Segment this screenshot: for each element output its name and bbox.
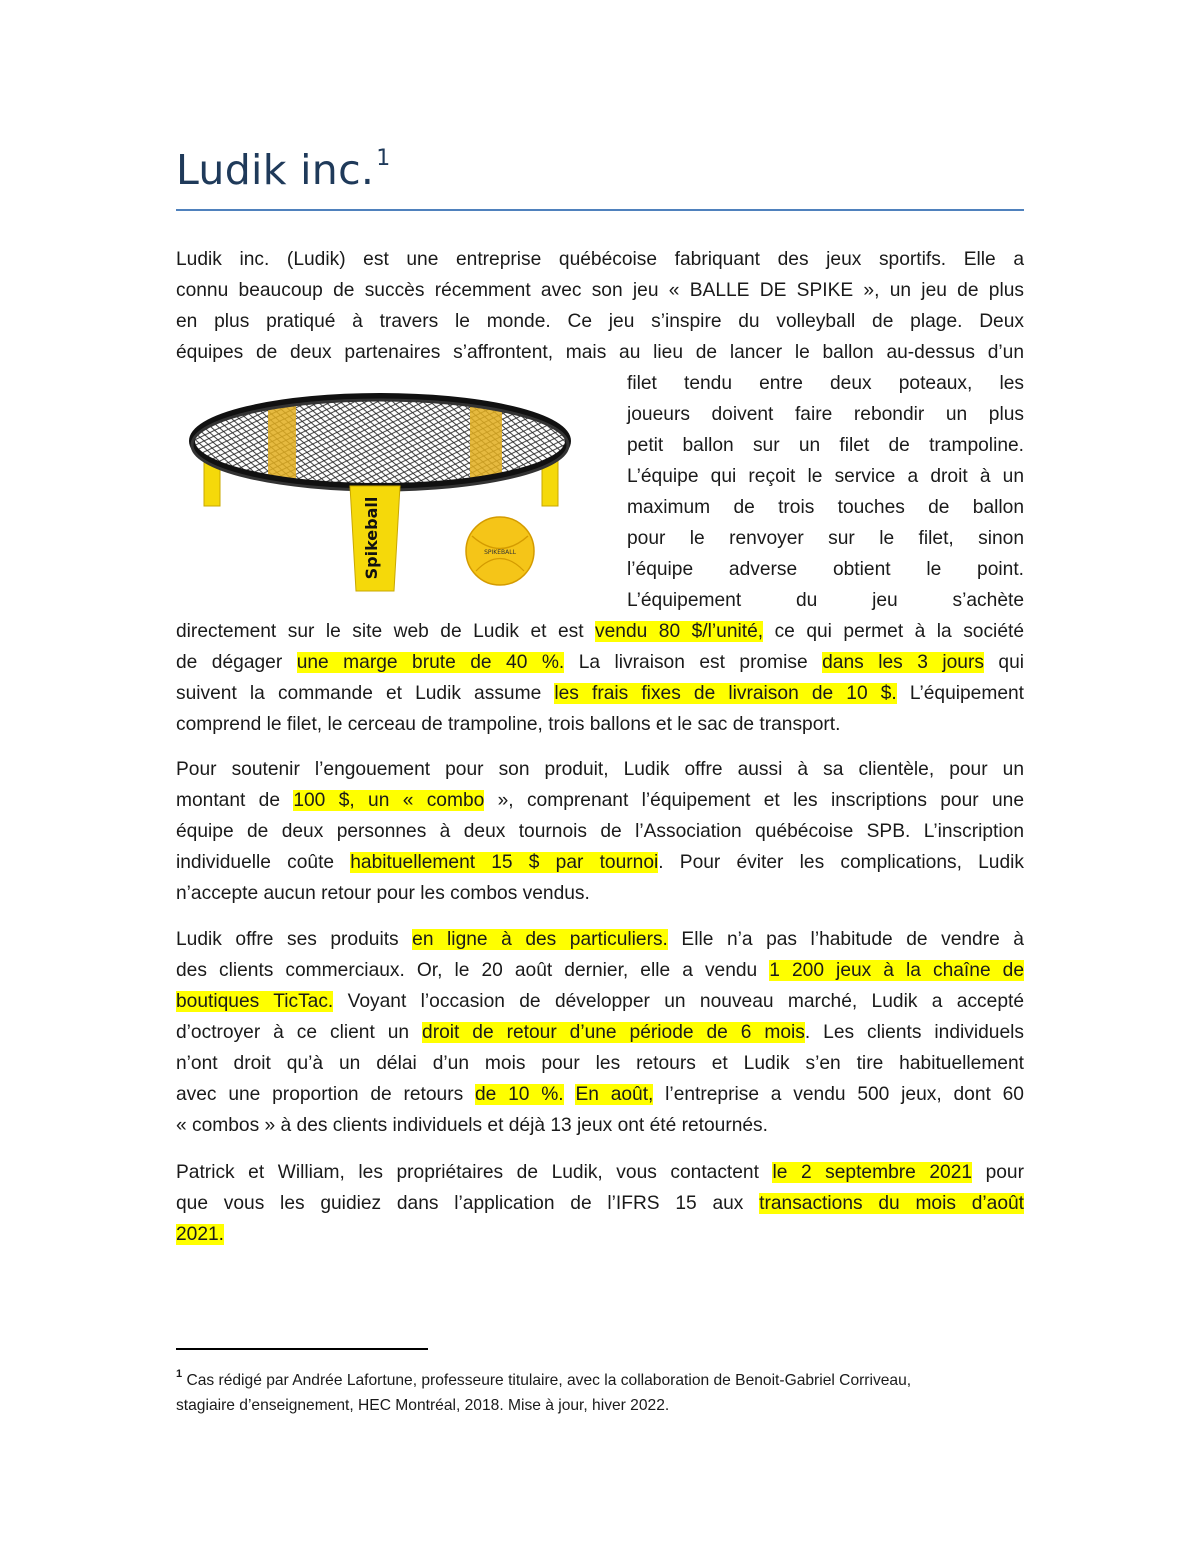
text-line [176, 678, 1024, 709]
text-run: ce qui permet à la société [763, 621, 1024, 642]
text-line: équipe de deux personnes à deux tournois de l’Association québécoise SPB. L’inscription [176, 821, 1024, 842]
text-line [176, 1157, 1024, 1188]
text-run: des clients commerciaux. Or, le 20 août dernier, elle a vendu [176, 960, 770, 981]
text-run: suivent la commande et Ludik assume [176, 683, 555, 704]
highlight: habituellement 15 $ par tournoi [350, 852, 659, 873]
text-line [176, 1188, 1024, 1219]
highlight: transactions du mois d’août [759, 1193, 1024, 1214]
text-line: n’ont droit qu’à un délai d’un mois pour les retours et Ludik s’en tire habituellement [176, 1053, 1024, 1074]
text-line: L’équipement du jeu s’achète [627, 590, 1024, 611]
text-run: . Les clients individuels [804, 1022, 1024, 1043]
wrapped-text-column [627, 368, 1024, 616]
paragraph-sales [176, 924, 1024, 1141]
footnote-separator [176, 1348, 428, 1350]
document-title [176, 146, 391, 194]
text-run: directement sur le site web de Ludik et est [176, 621, 596, 642]
text-run: Patrick et William, les propriétaires de Ludik, vous contactent [176, 1162, 773, 1183]
text-line: comprend le filet, le cerceau de trampoline, trois ballons et le sac de transport. [176, 714, 841, 735]
text-line [176, 955, 1024, 986]
paragraph-request [176, 1157, 1024, 1250]
footnote [176, 1364, 1026, 1418]
text-line: en plus pratiqué à travers le monde. Ce jeu s’inspire du volleyball de plage. Deux [176, 311, 1024, 332]
text-run [564, 1084, 576, 1105]
highlight: les frais fixes de livraison de 10 $. [554, 683, 897, 704]
text-line [176, 647, 1024, 678]
footnote-mark: 1 [176, 1368, 183, 1380]
highlight: une marge brute de 40 %. [296, 652, 565, 673]
brand-label: Spikeball [362, 496, 381, 580]
spikeball-product-image [180, 386, 600, 596]
text-line [176, 1079, 1024, 1110]
ball-label: SPIKEBALL [484, 549, 516, 556]
text-line: équipes de deux partenaires s’affrontent, mais au lieu de lancer le ballon au-dessus d’un [176, 342, 1024, 363]
text-run: que vous les guidiez dans l’application de l’IFRS 15 aux [176, 1193, 760, 1214]
title-text: Ludik inc. [176, 146, 375, 194]
highlight: de 10 %. [474, 1084, 564, 1105]
text-run: l’entreprise a vendu 500 jeux, dont 60 [653, 1084, 1024, 1105]
footnote-text: Cas rédigé par Andrée Lafortune, professeure titulaire, avec la collaboration de Benoit-Gabriel Corriveau, [182, 1372, 912, 1390]
spikeball-set-icon [180, 386, 600, 596]
text-run: montant de [176, 790, 294, 811]
text-line [176, 986, 1024, 1017]
text-run: de dégager [176, 652, 297, 673]
text-run: qui [983, 652, 1025, 673]
highlight: boutiques TicTac. [176, 991, 334, 1012]
highlight: le 2 septembre 2021 [772, 1162, 973, 1183]
text-line: l’équipe adverse obtient le point. [627, 559, 1024, 580]
paragraph-combo [176, 754, 1024, 909]
text-line: joueurs doivent faire rebondir un plus [627, 404, 1024, 425]
text-line [176, 1017, 1024, 1048]
text-line: n’accepte aucun retour pour les combos vendus. [176, 883, 590, 904]
text-line [176, 847, 1024, 878]
text-run: », comprenant l’équipement et les inscriptions pour une [484, 790, 1024, 811]
highlight: 1 200 jeux à la chaîne de [769, 960, 1024, 981]
highlight: 2021. [176, 1224, 225, 1245]
highlight: En août, [575, 1084, 654, 1105]
text-line [176, 1219, 1024, 1250]
highlight: vendu 80 $/l’unité, [595, 621, 764, 642]
footnote-line [176, 1364, 1026, 1393]
text-line [176, 785, 1024, 816]
text-run: avec une proportion de retours [176, 1084, 475, 1105]
text-run: Voyant l’occasion de développer un nouveau marché, Ludik a accepté [333, 991, 1024, 1012]
footnote-line: stagiaire d’enseignement, HEC Montréal, 2018. Mise à jour, hiver 2022. [176, 1397, 670, 1415]
highlight: droit de retour d’une période de 6 mois [422, 1022, 805, 1043]
text-run: pour [972, 1162, 1024, 1183]
text-run: d’octroyer à ce client un [176, 1022, 423, 1043]
text-run: L’équipement [896, 683, 1025, 704]
text-run: Ludik offre ses produits [176, 929, 413, 950]
text-line: Ludik inc. (Ludik) est une entreprise québécoise fabriquant des jeux sportifs. Elle a [176, 249, 1024, 270]
text-run: Elle n’a pas l’habitude de vendre à [667, 929, 1024, 950]
text-line: connu beaucoup de succès récemment avec son jeu « BALLE DE SPIKE », un jeu de plus [176, 280, 1024, 301]
text-line: filet tendu entre deux poteaux, les [627, 373, 1024, 394]
text-line [176, 924, 1024, 955]
text-line: pour le renvoyer sur le filet, sinon [627, 528, 1024, 549]
text-line: L’équipe qui reçoit le service a droit à un [627, 466, 1024, 487]
title-underline [176, 209, 1024, 211]
text-line: petit ballon sur un filet de trampoline. [627, 435, 1024, 456]
highlight: 100 $, un « combo [293, 790, 485, 811]
text-run: individuelle coûte [176, 852, 351, 873]
highlight: dans les 3 jours [822, 652, 984, 673]
text-line: Pour soutenir l’engouement pour son produit, Ludik offre aussi à sa clientèle, pour un [176, 759, 1024, 780]
highlight: en ligne à des particuliers. [412, 929, 668, 950]
text-run: La livraison est promise [564, 652, 823, 673]
text-line [176, 616, 1024, 647]
text-line: « combos » à des clients individuels et déjà 13 jeux ont été retournés. [176, 1115, 768, 1136]
title-footnote-mark: 1 [376, 146, 391, 172]
text-run: . Pour éviter les complications, Ludik [658, 852, 1024, 873]
text-line: maximum de trois touches de ballon [627, 497, 1024, 518]
